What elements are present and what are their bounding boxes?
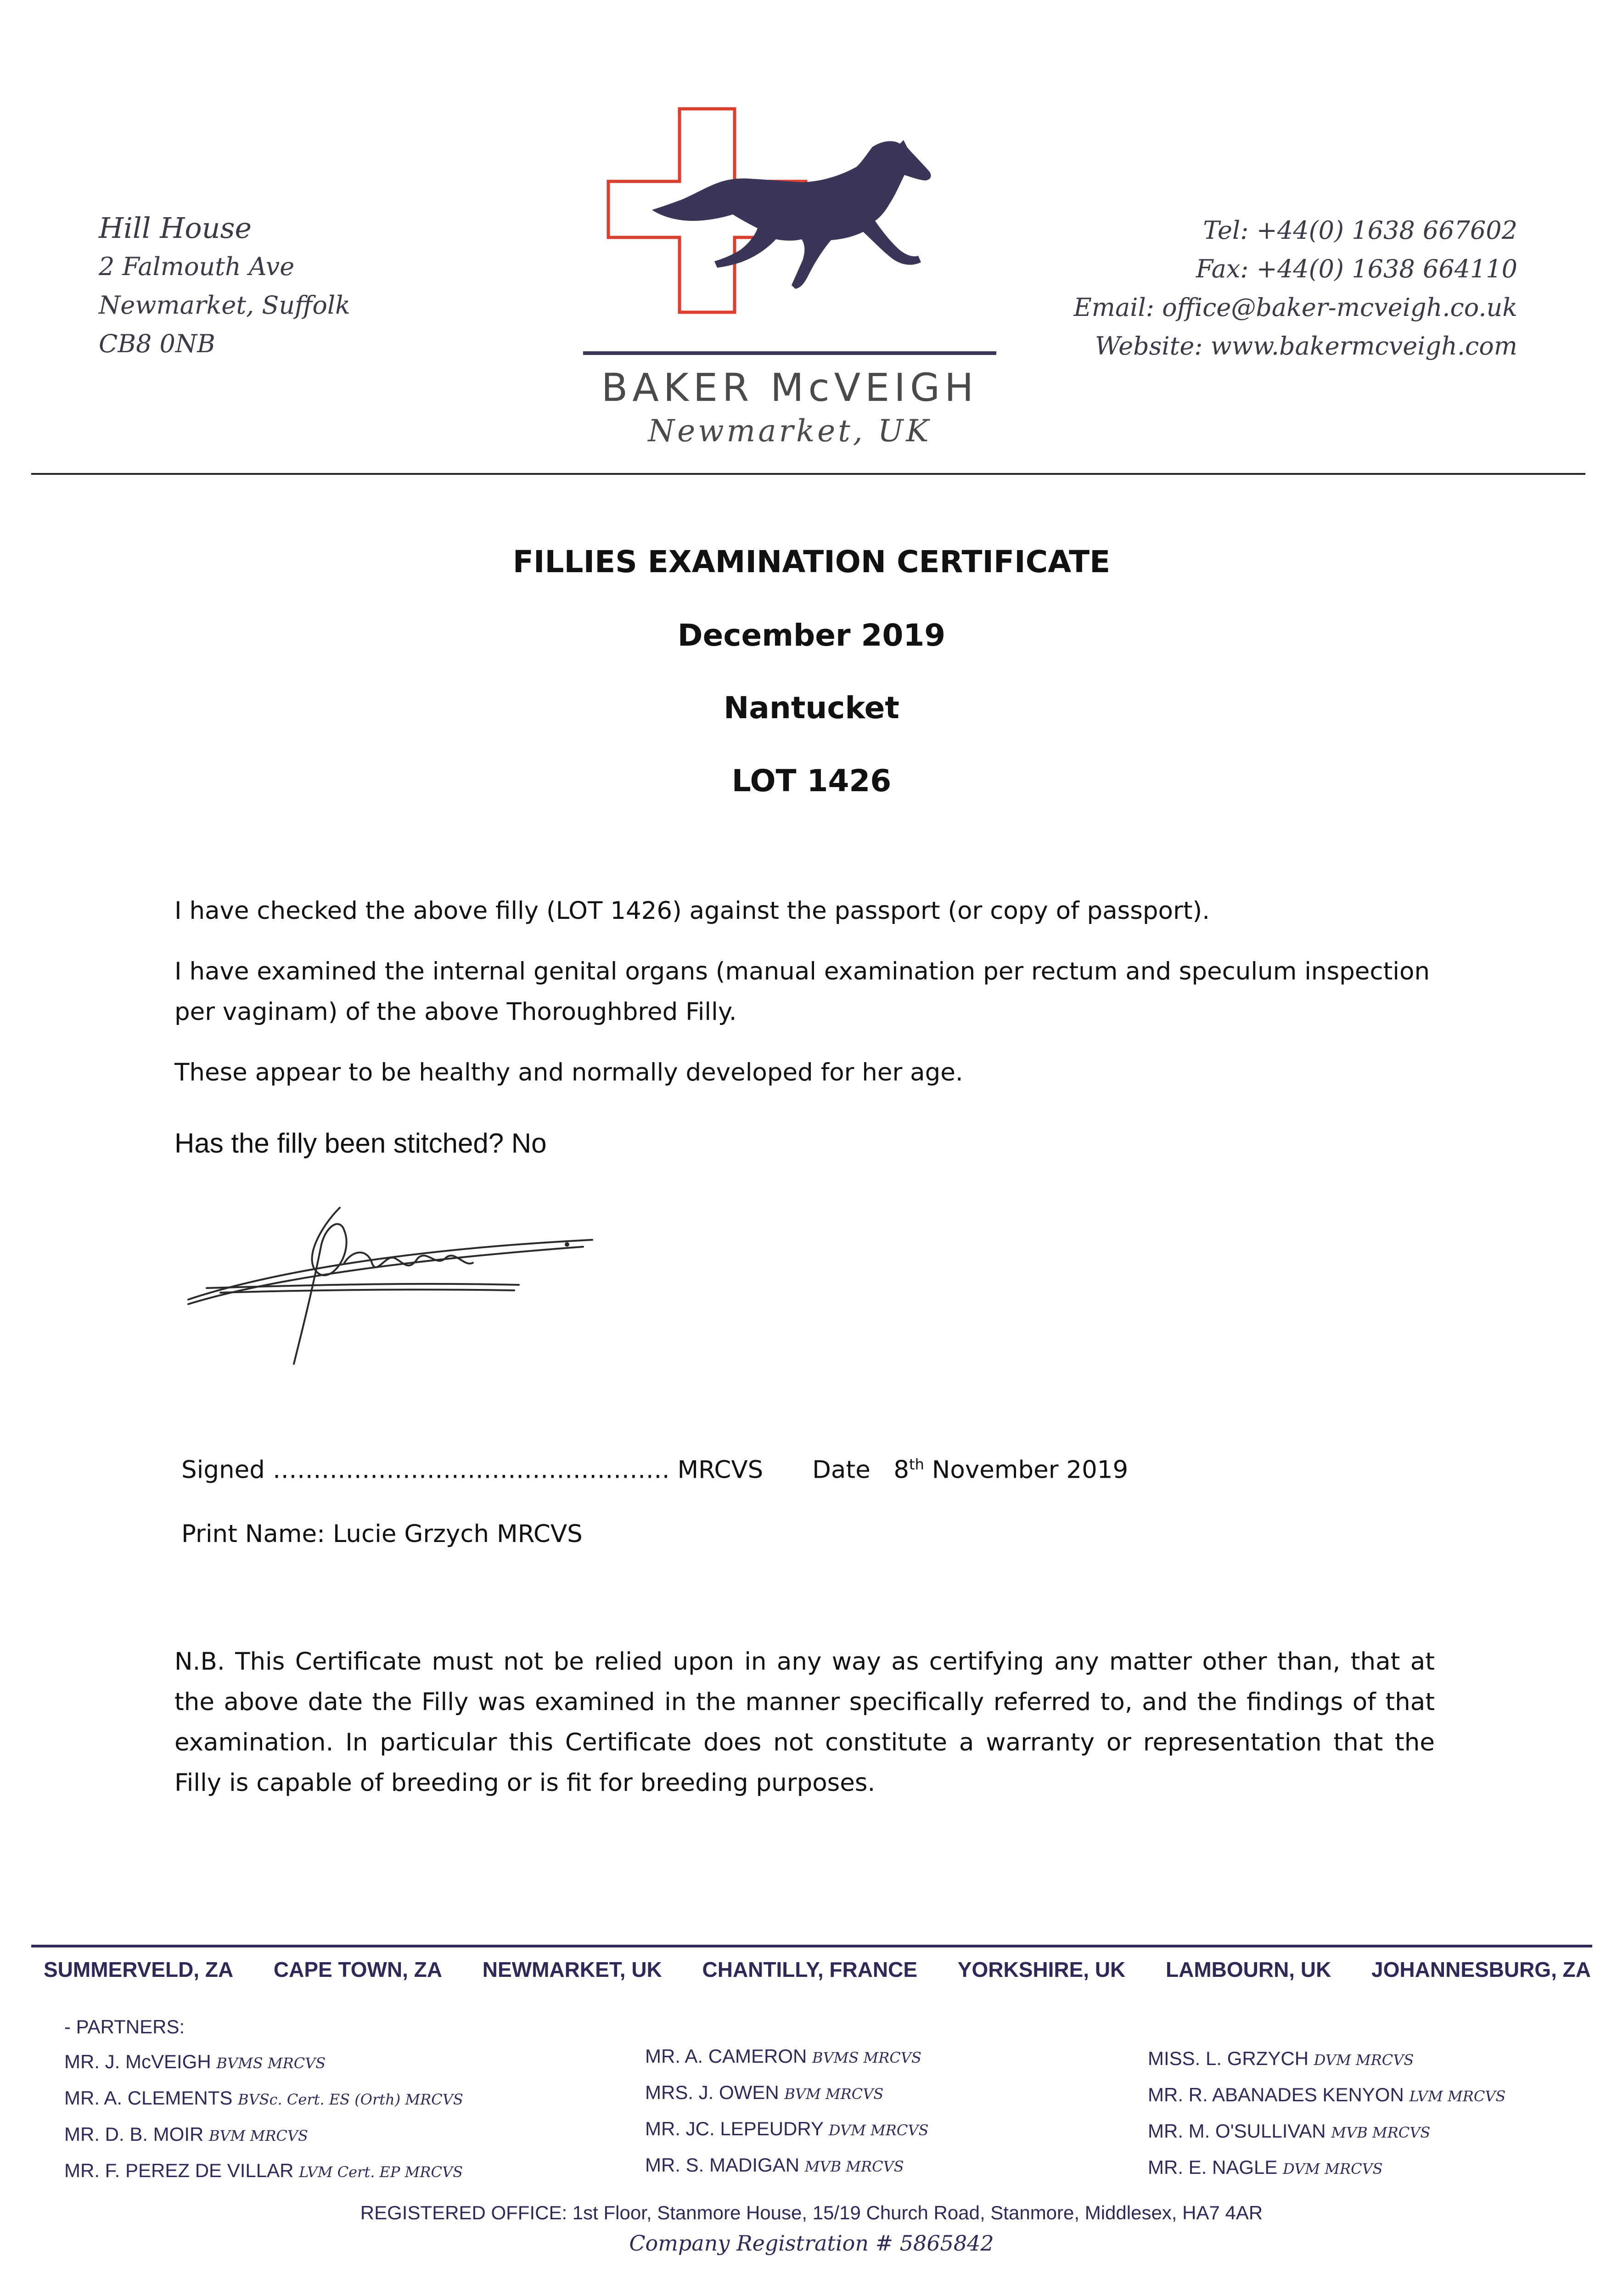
city: JOHANNESBURG, ZA (1371, 1958, 1591, 1981)
signature-dots: …………………………………………. (272, 1456, 670, 1484)
partner-name: MR. D. B. MOIR (64, 2123, 204, 2145)
partner-name: MR. A. CLEMENTS (64, 2087, 233, 2109)
partner-qualification: DVM MRCVS (828, 2122, 929, 2139)
partner-name: MR. JC. LEPEUDRY (645, 2118, 824, 2139)
partner-entry (1148, 2150, 1505, 2186)
partner-entry (64, 2117, 463, 2153)
partners-label: - PARTNERS: (64, 2016, 185, 2037)
partner-entry (64, 2044, 463, 2081)
header-divider (31, 473, 1585, 475)
certificate-lot: LOT 1426 (731, 763, 892, 799)
city: YORKSHIRE, UK (957, 1958, 1126, 1981)
registered-office: REGISTERED OFFICE: 1st Floor, Stanmore House, 15/19 Church Road, Stanmore, Middlesex, HA7 4AR (360, 2202, 1263, 2223)
disclaimer-note: N.B. This Certificate must not be relied upon in any way as certifying any matter other than, that at the above date the Filly was examined in the manner specifically referred to, and the findings of that examination. In particular this Certificate does not constitute a warranty or representation that the Filly is capable of breeding or is fit for breeding purposes. (174, 1648, 1435, 1797)
city: CHANTILLY, FRANCE (702, 1958, 918, 1981)
galloping-horse-icon (652, 140, 931, 289)
contact-email: Email: office@baker-mcveigh.co.uk (1073, 293, 1517, 322)
date-suffix: th (909, 1456, 924, 1473)
partner-qualification: BVM MRCVS (209, 2127, 308, 2144)
certificate-horse-name: Nantucket (724, 690, 899, 726)
signed-label: Signed (181, 1456, 265, 1484)
partners-column-3 (1148, 2041, 1505, 2186)
partner-entry (64, 2153, 463, 2189)
office-cities (44, 1957, 1591, 1982)
partner-name: MR. S. MADIGAN (645, 2154, 800, 2176)
partner-entry (645, 2111, 928, 2148)
body-paragraph: These appear to be healthy and normally developed for her age. (174, 1058, 963, 1086)
contact-fax: Fax: +44(0) 1638 664110 (1196, 254, 1517, 283)
partner-name: MISS. L. GRZYCH (1148, 2048, 1309, 2069)
handwritten-signature (179, 1199, 615, 1373)
partner-qualification: LVM Cert. EP MRCVS (299, 2163, 463, 2181)
partners-column-1 (64, 2044, 463, 2189)
partner-name: MR. J. McVEIGH (64, 2051, 211, 2072)
partner-qualification: MVB MRCVS (1331, 2124, 1431, 2141)
city: CAPE TOWN, ZA (273, 1958, 443, 1981)
stitched-question: Has the filly been stitched? No (174, 1128, 547, 1159)
letterhead-address (99, 209, 350, 363)
partner-name: MRS. J. OWEN (645, 2082, 779, 2103)
body-paragraph: I have checked the above filly (LOT 1426) against the passport (or copy of passport). (174, 897, 1210, 925)
date-label: Date (812, 1456, 870, 1484)
partner-qualification: LVM MRCVS (1409, 2088, 1506, 2105)
partner-name: MR. A. CAMERON (645, 2045, 807, 2067)
partner-qualification: BVMS MRCVS (812, 2049, 921, 2066)
date-day: 8 (893, 1456, 910, 1484)
partner-name: MR. R. ABANADES KENYON (1148, 2084, 1404, 2105)
partner-qualification: BVSc. Cert. ES (Orth) MRCVS (238, 2091, 463, 2108)
partner-entry (1148, 2114, 1505, 2150)
partner-name: MR. E. NAGLE (1148, 2156, 1278, 2178)
logo-brand-name: BAKER McVEIGH (601, 365, 978, 410)
partner-qualification: BVMS MRCVS (216, 2054, 326, 2072)
signed-line (181, 1456, 1128, 1484)
partner-entry (645, 2148, 928, 2184)
partner-name: MR. M. O'SULLIVAN (1148, 2120, 1326, 2142)
partner-qualification: BVM MRCVS (784, 2085, 884, 2103)
address-line: Newmarket, Suffolk (99, 291, 350, 320)
partner-entry (645, 2075, 928, 2111)
partner-qualification: DVM MRCVS (1314, 2051, 1414, 2069)
city: LAMBOURN, UK (1166, 1958, 1331, 1981)
footer-divider (31, 1945, 1592, 1947)
date-rest: November 2019 (932, 1456, 1129, 1484)
partner-entry (64, 2081, 463, 2117)
address-line: Hill House (99, 211, 252, 245)
contact-website: Website: www.bakermcveigh.com (1095, 332, 1517, 360)
partner-entry (1148, 2041, 1505, 2077)
contact-tel: Tel: +44(0) 1638 667602 (1203, 216, 1517, 245)
partner-qualification: DVM MRCVS (1283, 2160, 1383, 2178)
certificate-sale: December 2019 (677, 618, 946, 653)
company-registration: Company Registration # 5865842 (629, 2231, 994, 2256)
partner-qualification: MVB MRCVS (804, 2158, 904, 2175)
city: SUMMERVELD, ZA (44, 1958, 234, 1981)
partner-name: MR. F. PEREZ DE VILLAR (64, 2160, 294, 2181)
partners-column-2 (645, 2039, 928, 2184)
logo-brand-subtitle: Newmarket, UK (648, 413, 932, 449)
partner-entry (1148, 2077, 1505, 2114)
address-line: 2 Falmouth Ave (99, 252, 295, 281)
body-paragraph: I have examined the internal genital organs (manual examination per rectum and speculum inspection per vaginam) of the above Thoroughbred Filly. (174, 957, 1430, 1026)
letterhead-contact (1073, 211, 1517, 366)
certificate-title: FILLIES EXAMINATION CERTIFICATE (512, 544, 1111, 580)
address-line: CB8 0NB (99, 329, 215, 358)
partner-entry (645, 2039, 928, 2075)
signed-qualification: MRCVS (677, 1456, 764, 1484)
print-name: Print Name: Lucie Grzych MRCVS (181, 1520, 583, 1548)
city: NEWMARKET, UK (482, 1958, 662, 1981)
